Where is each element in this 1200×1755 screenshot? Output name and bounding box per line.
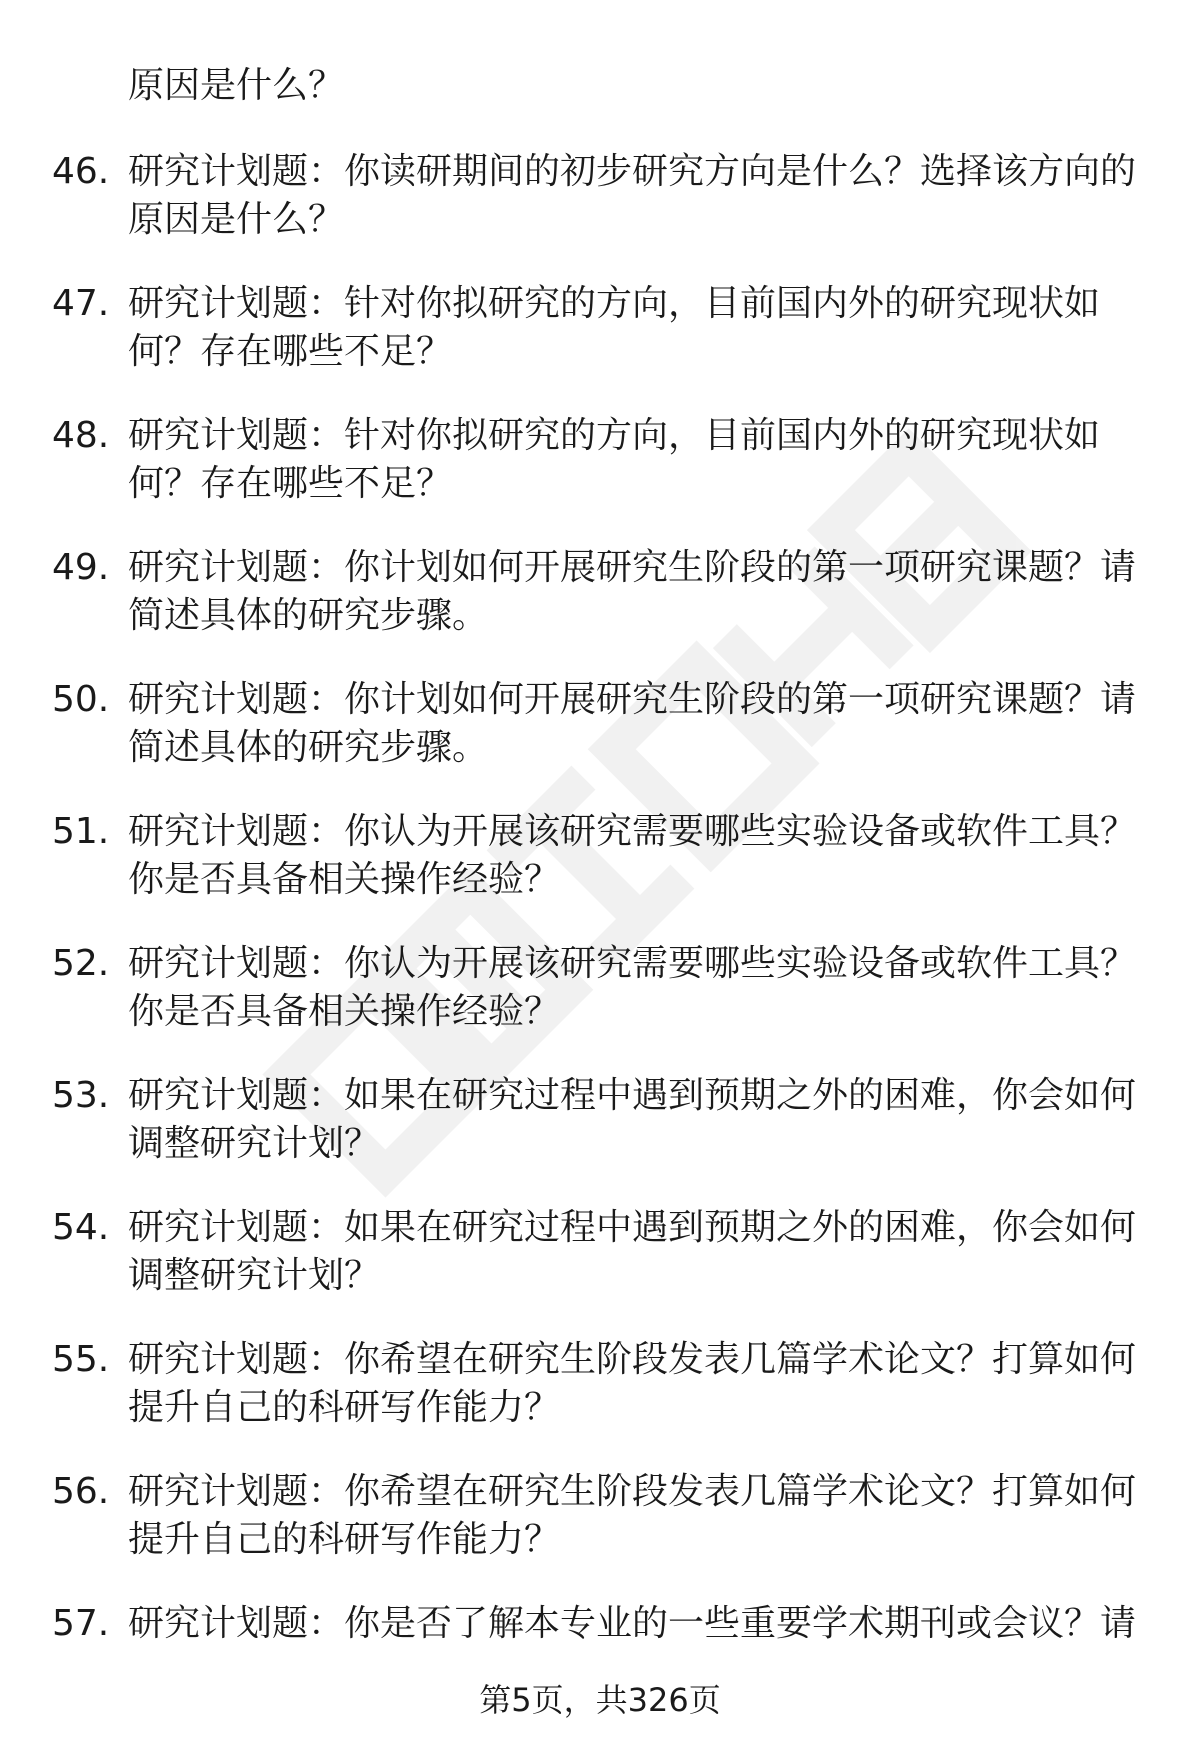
item-text: 研究计划题：你读研期间的初步研究方向是什么？选择该方向的原因是什么？ [128, 151, 1137, 240]
list-item [0, 256, 1200, 388]
list-item [0, 1048, 1200, 1180]
item-text: 研究计划题：如果在研究过程中遇到预期之外的困难，你会如何调整研究计划？ [128, 1207, 1137, 1296]
item-number: 49. [52, 547, 110, 588]
item-number: 48. [52, 415, 110, 456]
item-number: 53. [52, 1075, 110, 1116]
item-text: 研究计划题：针对你拟研究的方向，目前国内外的研究现状如何？存在哪些不足？ [128, 283, 1101, 372]
item-text: 研究计划题：你是否了解本专业的一些重要学术期刊或会议？请 [128, 1603, 1137, 1644]
item-number: 55. [52, 1339, 110, 1380]
list-item [0, 388, 1200, 520]
item-number: 57. [52, 1603, 110, 1644]
list-item [0, 1312, 1200, 1444]
item-text: 研究计划题：你计划如何开展研究生阶段的第一项研究课题？请简述具体的研究步骤。 [128, 679, 1137, 768]
list-item [0, 652, 1200, 784]
page-footer: 第5页，共326页 [479, 1681, 721, 1719]
item-number: 56. [52, 1471, 110, 1512]
item-text: 研究计划题：你认为开展该研究需要哪些实验设备或软件工具？你是否具备相关操作经验？ [128, 943, 1137, 1032]
item-number: 52. [52, 943, 110, 984]
item-number: 46. [52, 151, 110, 192]
item-text: 研究计划题：如果在研究过程中遇到预期之外的困难，你会如何调整研究计划？ [128, 1075, 1137, 1164]
item-number: 50. [52, 679, 110, 720]
item-number: 54. [52, 1207, 110, 1248]
item-text: 研究计划题：针对你拟研究的方向，目前国内外的研究现状如何？存在哪些不足？ [128, 415, 1101, 504]
item-number: 47. [52, 283, 110, 324]
list-item [0, 1444, 1200, 1576]
question-list [0, 124, 1200, 1708]
item-text: 研究计划题：你希望在研究生阶段发表几篇学术论文？打算如何提升自己的科研写作能力？ [128, 1471, 1137, 1560]
list-item [0, 520, 1200, 652]
list-item [0, 1180, 1200, 1312]
list-item [0, 784, 1200, 916]
item-text: 研究计划题：你计划如何开展研究生阶段的第一项研究课题？请简述具体的研究步骤。 [128, 547, 1137, 636]
item-text: 研究计划题：你希望在研究生阶段发表几篇学术论文？打算如何提升自己的科研写作能力？ [128, 1339, 1137, 1428]
continuation-text: 原因是什么？ [128, 65, 345, 106]
list-item [0, 124, 1200, 256]
item-number: 51. [52, 811, 110, 852]
list-item [0, 916, 1200, 1048]
item-text: 研究计划题：你认为开展该研究需要哪些实验设备或软件工具？你是否具备相关操作经验？ [128, 811, 1137, 900]
